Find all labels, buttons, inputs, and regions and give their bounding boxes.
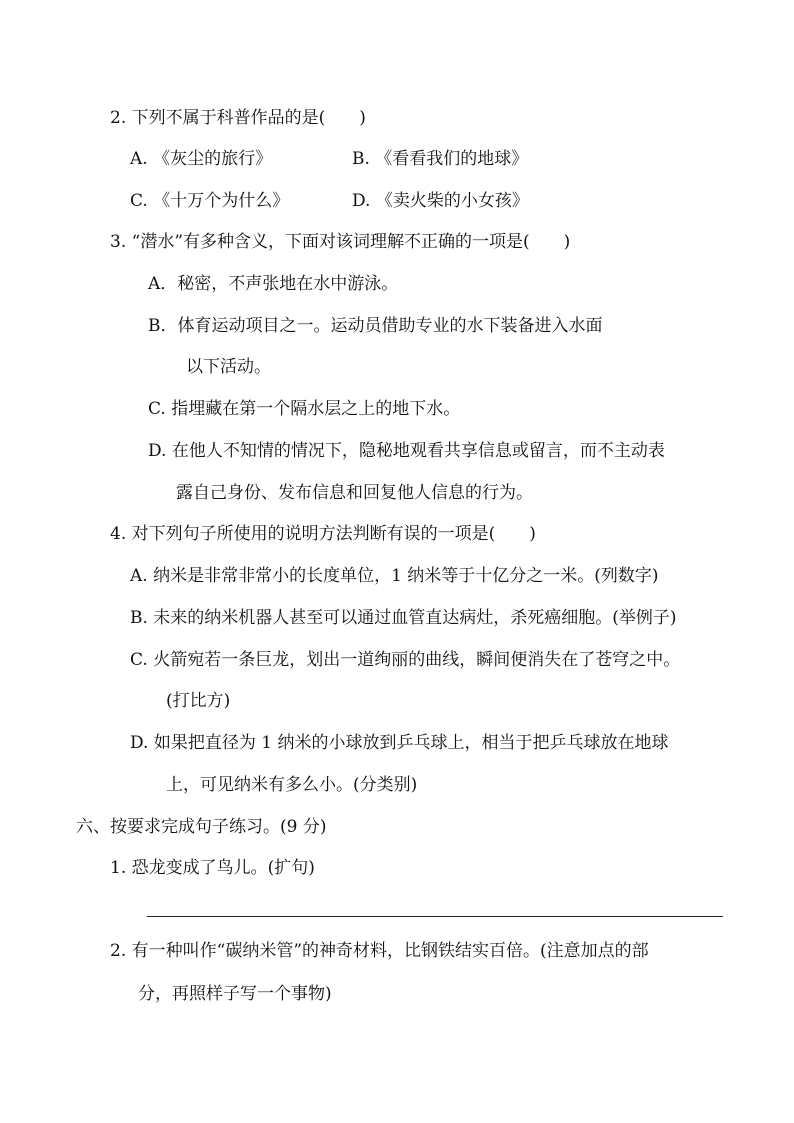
answer-line [147, 916, 723, 917]
section6-heading: 六、按要求完成句子练习。(9 分) [76, 817, 327, 837]
section6-q2-line1: 2. 有一种叫作“碳纳米管”的神奇材料，比钢铁结实百倍。(注意加点的部 [110, 941, 649, 961]
q3-option-d-line2: 露自己身份、发布信息和回复他人信息的行为。 [176, 483, 533, 503]
q3-option-d-line1: D. 在他人不知情的情况下，隐秘地观看共享信息或留言，而不主动表 [148, 441, 665, 461]
q4-option-c-line2: (打比方) [166, 691, 231, 711]
q3-option-c: C. 指埋藏在第一个隔水层之上的地下水。 [148, 399, 461, 419]
section6-q2-line2: 分，再照样子写一个事物) [138, 984, 332, 1004]
q2-option-a: A. 《灰尘的旅行》 [130, 149, 273, 169]
q2-stem: 2. 下列不属于科普作品的是( ) [110, 108, 366, 128]
q3-stem: 3. “潜水”有多种含义，下面对该词理解不正确的一项是( ) [110, 232, 571, 252]
q4-option-c-line1: C. 火箭宛若一条巨龙，划出一道绚丽的曲线，瞬间便消失在了苍穹之中。 [130, 650, 681, 670]
q3-option-b-line1: B．体育运动项目之一。运动员借助专业的水下装备进入水面 [148, 316, 603, 336]
q4-option-a: A. 纳米是非常非常小的长度单位，1 纳米等于十亿分之一米。(列数字) [130, 566, 659, 586]
q2-option-b: B. 《看看我们的地球》 [352, 149, 529, 169]
q4-stem: 4. 对下列句子所使用的说明方法判断有误的一项是( ) [110, 524, 536, 544]
q2-option-c: C. 《十万个为什么》 [130, 191, 290, 211]
section6-q1: 1. 恐龙变成了鸟儿。(扩句) [110, 858, 315, 878]
q3-option-b-line2: 以下活动。 [186, 357, 271, 377]
q2-option-d: D. 《卖火柴的小女孩》 [352, 191, 529, 211]
q3-option-a: A．秘密，不声张地在水中游泳。 [148, 274, 399, 294]
q4-option-b: B. 未来的纳米机器人甚至可以通过血管直达病灶，杀死癌细胞。(举例子) [130, 608, 677, 628]
q4-option-d-line1: D. 如果把直径为 1 纳米的小球放到乒乓球上，相当于把乒乓球放在地球 [130, 733, 669, 753]
q4-option-d-line2: 上，可见纳米有多么小。(分类别) [166, 775, 418, 795]
